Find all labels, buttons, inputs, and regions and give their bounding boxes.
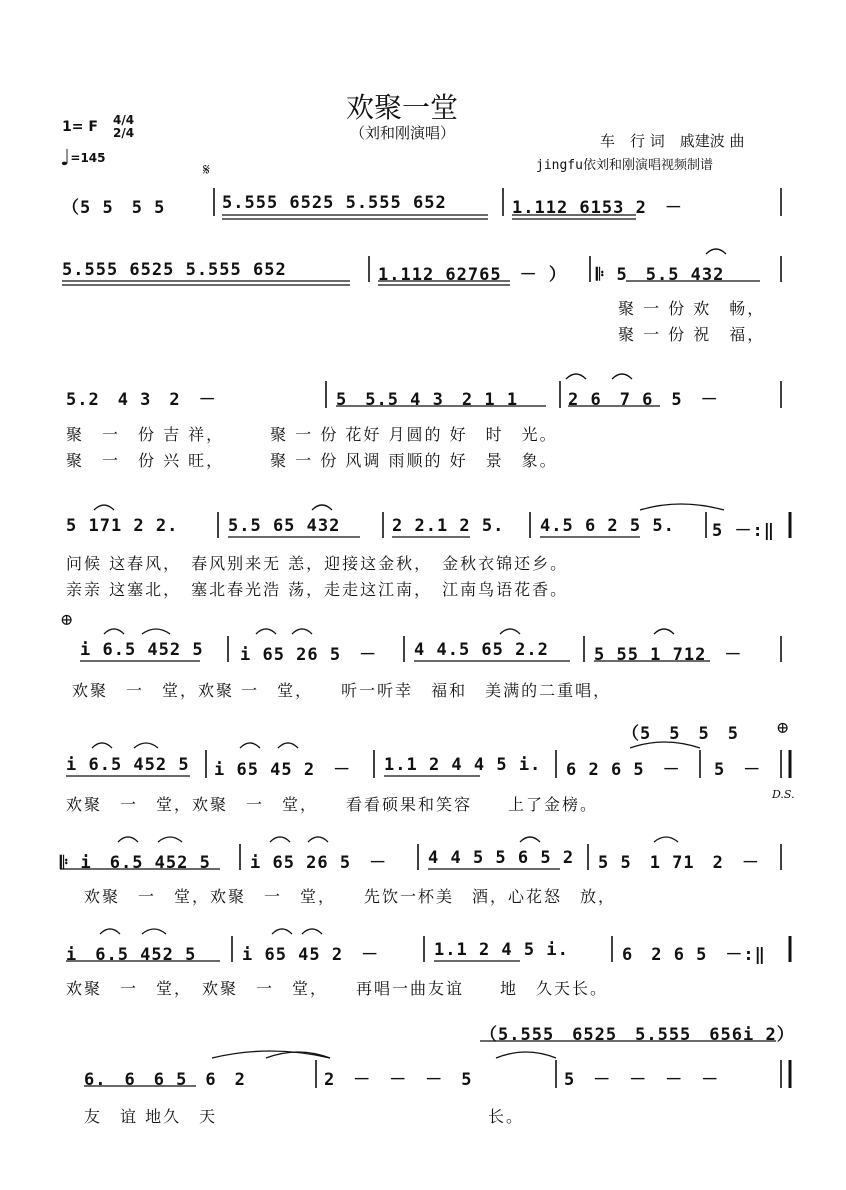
s9-measure-2: 2 － － － 5 [324,1070,473,1090]
s8-measure-3: 1.1 2 4 5 i. [434,940,569,960]
s5-measure-2: i 65 26 5 － [240,645,378,665]
quarter-note-icon: ♩ [60,146,71,171]
score-subtitle: （刘和刚演唱） [350,124,456,142]
s3-measure-2: 5 5.5 4 3 2 1 1 [336,390,519,410]
segno-icon: 𝄋 [203,160,210,179]
s4-lyric-verse-1: 问候 这春风， 春风别来无 恙，迎接这金秋， 金秋衣锦还乡。 [66,554,569,573]
s3-measure-1: 5.2 4 3 2 － [66,390,217,410]
s8-lyric: 欢聚 一 堂， 欢聚 一 堂， 再唱一曲友谊 地 久天长。 [66,979,609,998]
s6-measure-5: 5 － [714,760,762,780]
s4-measure-2: 5.5 65 432 [228,516,341,536]
s9-lyric-2: 长。 [488,1107,525,1126]
s6-measure-1: i 6.5 452 5 [66,755,190,775]
s2-lyric-verse-1: 聚 一 份 欢 畅， [618,299,766,318]
s2-measure-1: 5.555 6525 5.555 652 [62,260,287,280]
s4-lyric-verse-2: 亲亲 这塞北， 塞北春光浩 荡，走走这江南， 江南鸟语花香。 [66,580,569,599]
s4-measure-4: 4.5 6 2 5 5. [540,516,675,536]
s7-measure-3: 4 4 5 5 6 5 2 [428,848,575,868]
ds-marking: D.S. [772,788,795,801]
s3-measure-3: 2 6 7 6 5 － [568,390,719,410]
s7-measure-2: i 65 26 5 － [250,853,388,873]
score-title: 欢聚一堂 [346,91,459,124]
coda-icon-2: ⊕ [776,718,790,737]
s4-measure-1: 5 171 2 2. [66,516,179,536]
s3-lyric-verse-1: 聚 一 份 吉 祥， 聚 一 份 花好 月圆的 好 时 光。 [66,425,558,444]
s5-measure-4: 5 55 1 712 － [594,645,743,665]
s5-measure-1: i 6.5 452 5 [80,640,204,660]
s9-ending-notes: （5.555 6525 5.555 656i 2） [480,1025,795,1045]
s1-measure-2: 5.555 6525 5.555 652 [222,193,447,213]
s2-measure-2: 1.112 62765 － ） [378,265,567,285]
credits: 车 行 词 戚建波 曲 [600,132,745,150]
transcriber-credit: jingfu依刘和刚演唱视频制谱 [536,158,713,173]
s7-measure-4: 5 5 1 71 2 － [598,853,760,873]
s6-measure-3: 1.1 2 4 4 5 i. [384,755,542,775]
s5-lyric: 欢聚 一 堂，欢聚 一 堂， 听一听幸 福和 美满的二重唱， [72,681,612,700]
s8-measure-4: 6 2 6 5 －:‖ [622,945,766,965]
s6-measure-4: 6 2 6 5 － [566,760,681,780]
s2-lyric-verse-2: 聚 一 份 祝 福， [618,325,766,344]
s9-lyric-1: 友 谊 地久 天 [84,1107,218,1126]
s8-measure-2: i 65 45 2 － [242,945,380,965]
s5-measure-3: 4 4.5 65 2.2 [414,640,549,660]
s7-lyric: 欢聚 一 堂，欢聚 一 堂， 先饮一杯美 酒，心花怒 放， [84,887,617,906]
s4-measure-3: 2 2.1 2 5. [392,516,505,536]
s1-measure-1: （5 5 5 5 [62,198,166,218]
s6-intro-notes: （5 5 5 5 [622,724,739,744]
s8-measure-1: i 6.5 452 5 [66,945,197,965]
s2-measure-3: 𝄆 5 5.5 432 [596,265,725,285]
coda-icon: ⊕ [60,610,74,629]
s9-measure-1: 6. 6 6 5 6 2 [84,1070,246,1090]
s3-lyric-verse-2: 聚 一 份 兴 旺， 聚 一 份 风调 雨顺的 好 景 象。 [66,451,558,470]
s9-measure-3: 5 － － － － [564,1070,720,1090]
s6-lyric: 欢聚 一 堂，欢聚 一 堂， 看看硕果和笑容 上了金榜。 [66,795,599,814]
time-signature: 4/4 2/4 [113,113,135,140]
s6-measure-2: i 65 45 2 － [214,760,352,780]
s1-measure-3: 1.112 6153 2 － [512,198,683,218]
tempo-value: =145 [70,151,106,165]
s7-measure-1: 𝄆 i 6.5 452 5 [60,853,211,873]
s4-measure-5: 5 －:‖ [712,521,775,541]
key-signature: 1= F [62,119,98,135]
